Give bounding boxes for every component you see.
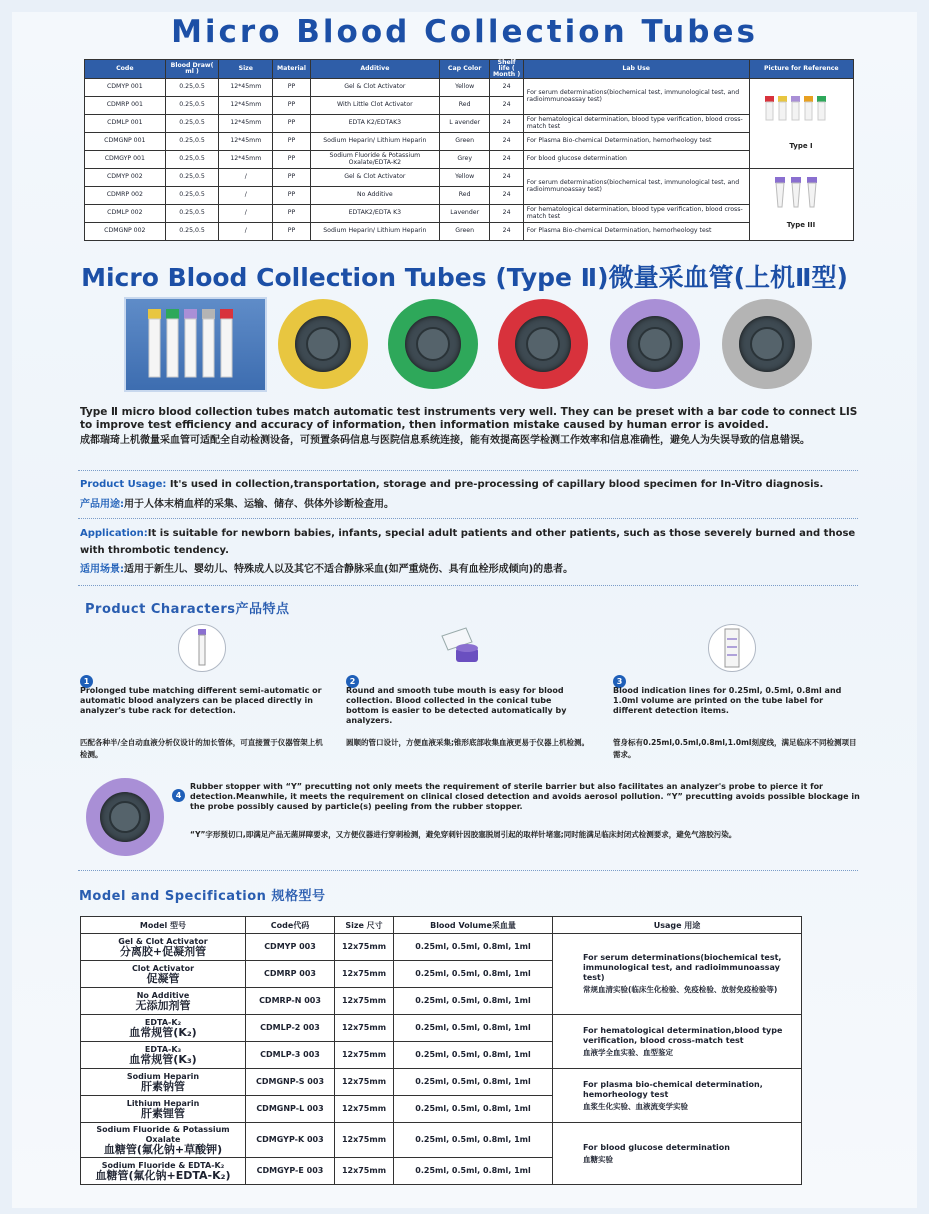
cell: 0.25ml, 0.5ml, 0.8ml, 1ml [394,1015,553,1042]
model-cell: No Additive 无添加剂管 [81,988,246,1015]
characters-title: Product Characters产品特点 [85,602,290,617]
grey-cap-image [722,299,812,389]
table-row [85,151,854,169]
cell: Red [439,187,490,205]
page [12,12,917,1208]
cell: 24 [490,205,523,223]
cell: 24 [490,115,523,133]
cell: CDMRP 002 [85,187,166,205]
cell: 12x75mm [335,961,394,988]
cell: 0.25,0.5 [165,133,219,151]
spec-table [80,916,802,1185]
cell: CDMRP 003 [246,961,335,988]
red-cap-image [498,299,588,389]
cell-labuse: For Plasma Bio-chemical Determination, hemorheology test [523,133,749,151]
cell: 0.25ml, 0.5ml, 0.8ml, 1ml [394,934,553,961]
table-row [85,79,854,97]
cell: PP [273,151,311,169]
table-row [85,169,854,187]
cell: L avender [439,115,490,133]
feature-4-cn: “Y”字形预切口,即满足产品无菌屏障要求，又方便仪器进行穿刺检测，避免穿刺针因胶塞脱屑引起的取样针堵塞;同时能满足临床封闭式检测要求，避免气溶胶污染。 [190,830,737,839]
usage-text-cn: 用于人体末梢血样的采集、运输、储存、供体外诊断检查用。 [124,499,394,510]
model-cell: Lithium Heparin 肝素锂管 [81,1096,246,1123]
cell: 12x75mm [335,1069,394,1096]
col-picture: Picture for Reference [749,60,853,79]
feature-3-en: Blood indication lines for 0.25ml, 0.5ml, 0.8ml and 1.0ml volume are printed on the tube label for different detection items. [613,686,842,715]
col-usage: Usage 用途 [553,917,802,934]
table-row [81,1123,802,1158]
model-cell: Sodium Fluoride & EDTA-K₂ 血糖管(氟化钠+EDTA-K₂) [81,1158,246,1185]
cell: Sodium Heparin/ Lithium Heparin [310,133,439,151]
cell: 0.25,0.5 [165,115,219,133]
feature-1-number: 1 [80,669,93,688]
model-cell: Clot Activator 促凝管 [81,961,246,988]
col-volume: Blood Volume采血量 [394,917,553,934]
cell: 0.25,0.5 [165,223,219,241]
cell: Green [439,133,490,151]
yellow-cap-image [278,299,368,389]
cell: 24 [490,97,523,115]
cell: Sodium Heparin/ Lithium Heparin [310,223,439,241]
cell: With Little Clot Activator [310,97,439,115]
usage-cell: For serum determinations(biochemical test, immunological test, and radioimmunoassay test) 常规血清实验(临床生化检验、免疫检验、放射免疫检验等) [553,934,802,1015]
cell: 12x75mm [335,1123,394,1158]
cell: 12x75mm [335,1015,394,1042]
cell: CDMYP 003 [246,934,335,961]
cell: 0.25,0.5 [165,205,219,223]
cell: 0.25ml, 0.5ml, 0.8ml, 1ml [394,1069,553,1096]
cell: / [219,205,273,223]
cell: CDMGYP-K 003 [246,1123,335,1158]
cell: 12x75mm [335,1042,394,1069]
cell: CDMGYP 001 [85,151,166,169]
cell-labuse: For Plasma Bio-chemical Determination, hemorheology test [523,223,749,241]
tube-set-type3-image [761,173,841,233]
cell: EDTA K2/EDTAK3 [310,115,439,133]
cell: CDMLP-2 003 [246,1015,335,1042]
usage-cell: For blood glucose determination 血糖实验 [553,1123,802,1185]
cell: 24 [490,79,523,97]
cell: EDTAK2/EDTA K3 [310,205,439,223]
model-cell: Sodium Heparin 肝素钠管 [81,1069,246,1096]
usage-cell: For hematological determination,blood type verification, blood cross-match test 血液学全血实验、血型鉴定 [553,1015,802,1069]
cell: / [219,169,273,187]
col-labuse: Lab Use [523,60,749,79]
usage-cn [80,498,860,512]
cell: 0.25ml, 0.5ml, 0.8ml, 1ml [394,1158,553,1185]
cell: Green [439,223,490,241]
spec-title: Model and Specification 规格型号 [79,889,326,904]
table-row [85,115,854,133]
cell: Yellow [439,169,490,187]
cell: / [219,223,273,241]
cell: CDMGNP 002 [85,223,166,241]
feature-3-cn: 管身标有0.25ml,0.5ml,0.8ml,1.0ml刻度线，满足临床不同检测项目需求。 [613,738,857,759]
cell: 12x75mm [335,988,394,1015]
col-size: Size 尺寸 [335,917,394,934]
divider [78,870,858,871]
model-cell: EDTA-K₃ 血常规管(K₃) [81,1042,246,1069]
cell: PP [273,205,311,223]
application-cn [80,563,860,577]
table-row [81,934,802,961]
tube-set-type1-image [761,90,841,154]
intro-en: Type Ⅱ micro blood collection tubes match automatic test instruments very well. They can be preset with a bar code to connect LIS to improve test efficiency and accuracy of information, then information mistake caused by human error is avoided. [80,406,858,431]
cell: 12x75mm [335,934,394,961]
feature-4-en: Rubber stopper with “Y” precutting not only meets the requirement of sterile barrier but also facilitates an analyzer's probe to pierce it for detection.Meanwhile, it meets the requirement on clinical closed detection and avoids aerosol pollution. “Y” precutting avoids possible blockage in the probe possibly caused by particle(s) peeling from the rubber stopper. [190,782,860,811]
section-title-type2: Micro Blood Collection Tubes (Type Ⅱ)微量采血管(上机Ⅱ型) [81,263,848,292]
application-label-cn: 适用场景: [80,564,124,575]
cell: CDMRP 001 [85,97,166,115]
col-draw: Blood Draw( ml ) [165,60,219,79]
feature-1-cn: 匹配各种半/全自动血液分析仪设计的加长管体，可直接置于仪器管架上机检测。 [80,738,323,759]
cell: Lavender [439,205,490,223]
usage-text-en: It's used in collection,transportation, storage and pre-processing of capillary blood specimen for In-Vitro diagnosis. [166,479,824,490]
divider [78,470,858,471]
cell: CDMGYP-E 003 [246,1158,335,1185]
col-model: Model 型号 [81,917,246,934]
tube-mouth-icon [438,626,490,676]
cell: 24 [490,133,523,151]
col-cap: Cap Color [439,60,490,79]
cell-labuse: For hematological determination, blood type verification, blood cross-match test [523,205,749,223]
application-en [80,525,860,559]
green-cap-image [388,299,478,389]
cell: CDMYP 002 [85,169,166,187]
table-header-row [81,917,802,934]
type1-label: Type Ⅰ [789,142,813,151]
cell: 12*45mm [219,97,273,115]
application-text-cn: 适用于新生儿、婴幼儿、特殊成人以及其它不适合静脉采血(如严重烧伤、具有血栓形成倾向)的患者。 [124,564,574,575]
cell: CDMLP 001 [85,115,166,133]
cell: CDMLP 002 [85,205,166,223]
cell-labuse: For hematological determination, blood type verification, blood cross-match test [523,115,749,133]
cell: Sodium Fluoride & Potassium Oxalate/EDTA-K2 [310,151,439,169]
tube-rack-image [126,299,265,390]
model-cell: Sodium Fluoride & Potassium Oxalate 血糖管(氟化钠+草酸钾) [81,1123,246,1158]
feature-2-number: 2 [346,669,359,688]
lavender-cap-image [610,299,700,389]
divider [78,585,858,586]
application-label-en: Application: [80,528,148,539]
cell: 24 [490,151,523,169]
application-text-en: It is suitable for newborn babies, infants, special adult patients and other patients, such as those severely burned and those with thrombotic tendency. [80,528,856,556]
table-header-row [85,60,854,79]
feature-2-cn: 圆顺的管口设计，方便血液采集;锥形底部收集血液更易于仪器上机检测。 [346,738,589,747]
col-material: Material [273,60,311,79]
cell: 12*45mm [219,151,273,169]
cell: 0.25,0.5 [165,151,219,169]
cell: CDMGNP-L 003 [246,1096,335,1123]
cell: Gel & Clot Activator [310,79,439,97]
cell: PP [273,115,311,133]
feature-1-en: Prolonged tube matching different semi-automatic or automatic blood analyzers can be placed directly in analyzer's tube rack for detection. [80,686,322,715]
tube-table [84,59,854,241]
picture-type1 [749,79,853,169]
table-row [85,205,854,223]
cell: 24 [490,169,523,187]
cell: 0.25,0.5 [165,187,219,205]
tube-label-icon [708,624,756,672]
col-code: Code代码 [246,917,335,934]
cell: PP [273,187,311,205]
cell: Gel & Clot Activator [310,169,439,187]
model-cell: EDTA-K₂ 血常规管(K₂) [81,1015,246,1042]
feature-4-number: 4 [172,783,185,802]
col-shelf: Shelf life ( Month ) [490,60,523,79]
cell: PP [273,133,311,151]
cell: PP [273,169,311,187]
cell: 0.25ml, 0.5ml, 0.8ml, 1ml [394,988,553,1015]
table-row [85,133,854,151]
cell: 12*45mm [219,133,273,151]
cell: 0.25ml, 0.5ml, 0.8ml, 1ml [394,1042,553,1069]
cell-labuse: For serum determinations(biochemical test, immunological test, and radioimmunoassay test) [523,79,749,115]
cell: Yellow [439,79,490,97]
divider [78,518,858,519]
cell: PP [273,79,311,97]
usage-label-en: Product Usage: [80,479,167,490]
intro-cn: 成都瑞琦上机微量采血管可适配全自动检测设备，可预置条码信息与医院信息系统连接，能有效提高医学检测工作效率和信息准确性，避免人为失误导致的信息错误。 [80,435,810,446]
cell: CDMLP-3 003 [246,1042,335,1069]
stopper-image [86,778,164,856]
cell: 12*45mm [219,115,273,133]
col-size: Size [219,60,273,79]
cell-labuse: For blood glucose determination [523,151,749,169]
cell: CDMGNP 001 [85,133,166,151]
cell: 0.25,0.5 [165,97,219,115]
cell: PP [273,223,311,241]
cell: Grey [439,151,490,169]
cell: CDMYP 001 [85,79,166,97]
page-title: Micro Blood Collection Tubes [171,14,758,50]
cell-labuse: For serum determinations(biochemical test, immunological test, and radioimmunoassay test) [523,169,749,205]
cell: 0.25ml, 0.5ml, 0.8ml, 1ml [394,1096,553,1123]
cell: 0.25,0.5 [165,79,219,97]
cell: 0.25ml, 0.5ml, 0.8ml, 1ml [394,961,553,988]
usage-label-cn: 产品用途: [80,499,124,510]
cell: 24 [490,223,523,241]
model-cell: Gel & Clot Activator 分离胶+促凝剂管 [81,934,246,961]
cell: 0.25,0.5 [165,169,219,187]
cell: / [219,187,273,205]
type3-label: Type III [787,221,816,230]
cell: 12x75mm [335,1158,394,1185]
cell: Red [439,97,490,115]
table-row [81,1069,802,1096]
col-additive: Additive [310,60,439,79]
cell: PP [273,97,311,115]
usage-en [80,478,860,492]
usage-cell: For plasma bio-chemical determination, hemorheology test 血浆生化实验、血液流变学实验 [553,1069,802,1123]
cell: 24 [490,187,523,205]
cell: 12*45mm [219,79,273,97]
feature-2-en: Round and smooth tube mouth is easy for blood collection. Blood collected in the conical tube bottom is easier to be detected automatically by analyzers. [346,686,567,725]
cell: 0.25ml, 0.5ml, 0.8ml, 1ml [394,1123,553,1158]
cell: CDMRP-N 003 [246,988,335,1015]
table-row [81,1015,802,1042]
cell: 12x75mm [335,1096,394,1123]
tube-icon [178,624,226,672]
cell: CDMGNP-S 003 [246,1069,335,1096]
col-code: Code [85,60,166,79]
tube-photo [124,297,267,392]
picture-type3 [749,169,853,241]
table-row [85,223,854,241]
feature-3-number: 3 [613,669,626,688]
cell: No Additive [310,187,439,205]
